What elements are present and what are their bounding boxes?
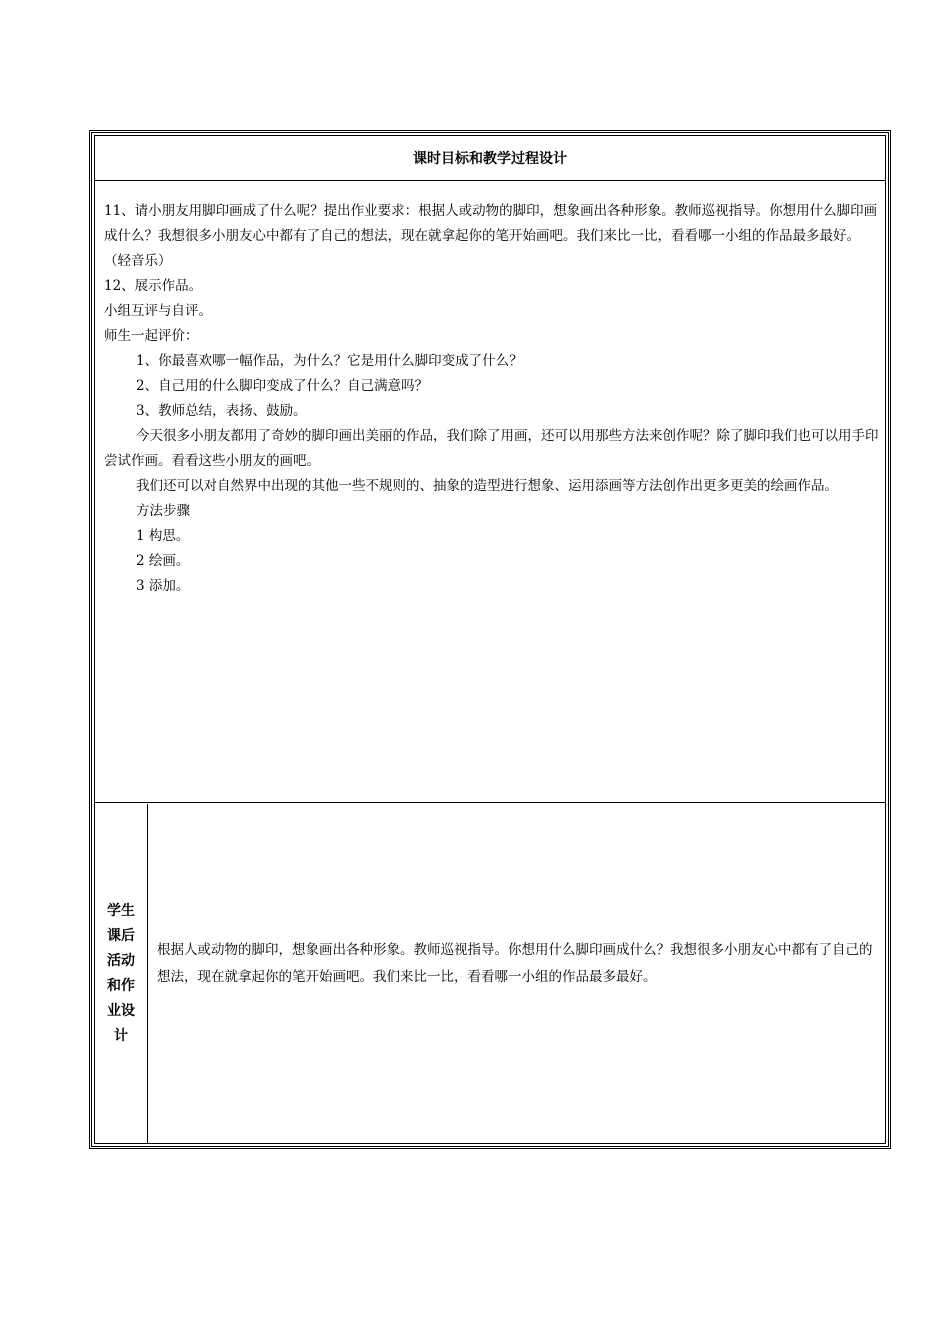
table-header: [95, 136, 885, 181]
group-evaluation-text: 小组互评与自评。: [104, 303, 212, 319]
label-line: 学生: [107, 902, 135, 919]
header-title: 课时目标和教学过程设计: [413, 151, 567, 167]
homework-content-cell: [148, 804, 885, 1143]
label-line: 业设: [107, 1002, 135, 1019]
table-frame: [94, 135, 886, 1144]
teaching-process-cell: [95, 181, 885, 803]
question-3: 3、教师总结，表扬、鼓励。: [136, 403, 307, 419]
method-step-2: 2 绘画。: [136, 553, 190, 569]
paragraph-today: 今天很多小朋友都用了奇妙的脚印画出美丽的作品，我们除了用画，还可以用那些方法来创作呢？除了脚印我们也可以用手印尝试作画。看看这些小朋友的画吧。: [104, 428, 879, 469]
method-step-1: 1 构思。: [136, 528, 190, 544]
label-line: 课后: [107, 927, 135, 944]
question-1: 1、你最喜欢哪一幅作品，为什么？它是用什么脚印变成了什么？: [136, 353, 523, 369]
label-line: 活动: [107, 952, 135, 969]
label-line: 和作: [107, 977, 135, 994]
homework-content-text: 根据人或动物的脚印，想象画出各种形象。教师巡视指导。你想用什么脚印画成什么？我想很多小朋友心中都有了自己的想法，现在就拿起你的笔开始画吧。我们来比一比，看看哪一小组的作品最多最好。: [157, 942, 873, 985]
step-11-text: 11、请小朋友用脚印画成了什么呢？提出作业要求：根据人或动物的脚印，想象画出各种形象。教师巡视指导。你想用什么脚印画成什么？我想很多小朋友心中都有了自己的想法，现在就拿起你的笔开始画吧。我们来比一比，看看哪一小组的作品最多最好。（轻音乐）: [104, 203, 878, 269]
step-12-text: 12、展示作品。: [104, 278, 203, 294]
paragraph-nature: 我们还可以对自然界中出现的其他一些不规则的、抽象的造型进行想象、运用添画等方法创作出更多更美的绘画作品。: [136, 478, 838, 494]
method-step-3: 3 添加。: [136, 578, 190, 594]
homework-row: [95, 804, 885, 1143]
lesson-table: [89, 130, 891, 1149]
homework-label: [106, 899, 136, 1049]
label-line: 计: [114, 1027, 128, 1044]
teacher-evaluation-text: 师生一起评价：: [104, 328, 199, 344]
question-2: 2、自己用的什么脚印变成了什么？自己满意吗？: [136, 378, 429, 394]
homework-label-cell: [95, 804, 148, 1143]
method-title: 方法步骤: [136, 503, 190, 519]
